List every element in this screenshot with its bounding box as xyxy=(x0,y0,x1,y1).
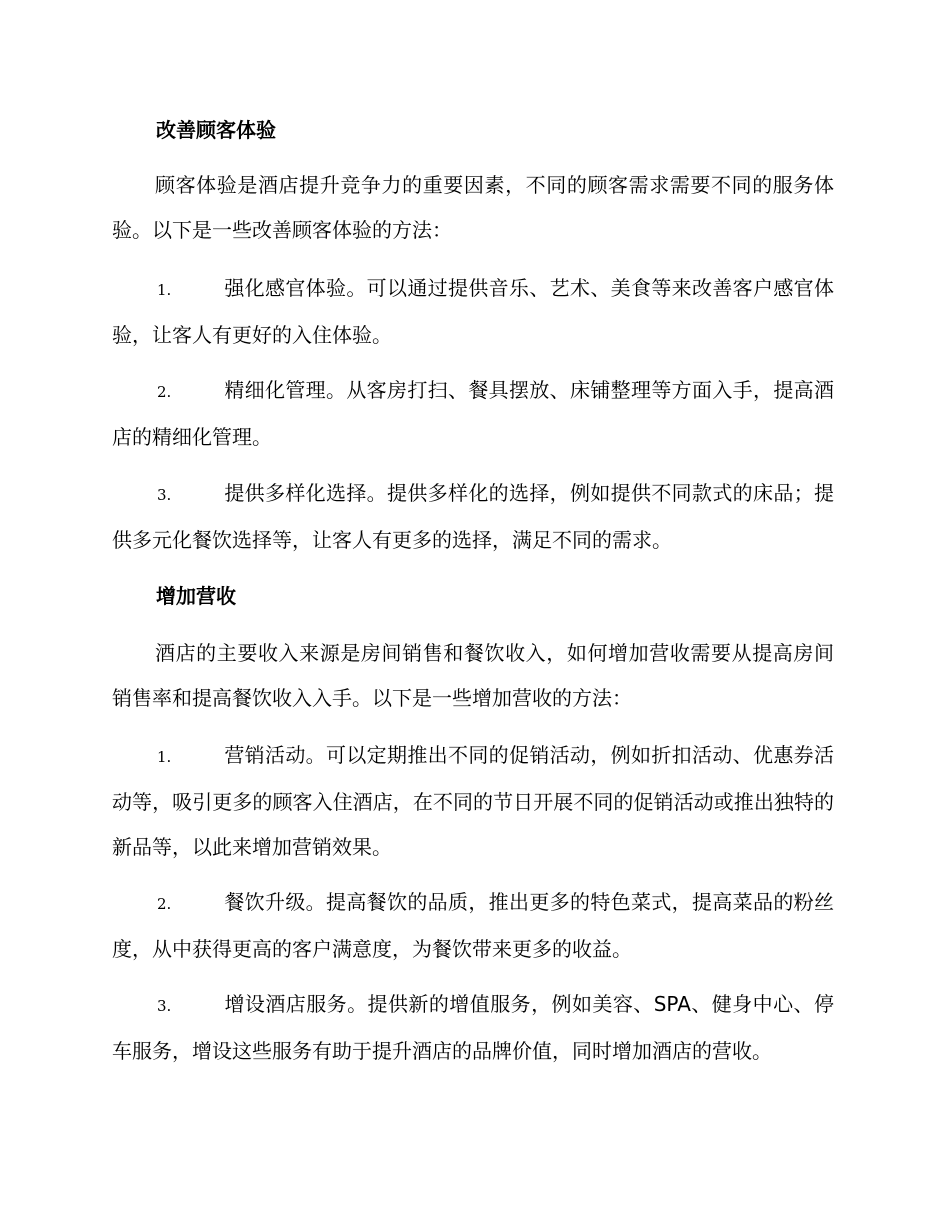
list-item xyxy=(112,982,834,1074)
section-heading-increase-revenue: 增加营收 xyxy=(156,584,236,608)
list-item xyxy=(112,266,834,358)
list-item-number: 2. xyxy=(157,383,172,401)
list-item-text: 餐饮升级。提高餐饮的品质，推出更多的特色菜式，提高菜品的粉丝度，从中获得更高的客户满意度，为餐饮带来更多的收益。 xyxy=(112,890,834,961)
list-item-number: 3. xyxy=(157,486,172,504)
list-item xyxy=(112,880,834,972)
list-item-text: 营销活动。可以定期推出不同的促销活动，例如折扣活动、优惠券活动等，吸引更多的顾客入住酒店，在不同的节日开展不同的促销活动或推出独特的新品等，以此来增加营销效果。 xyxy=(112,743,834,859)
list-item-text: 强化感官体验。可以通过提供音乐、艺术、美食等来改善客户感官体验，让客人有更好的入住体验。 xyxy=(112,276,834,347)
list-item-number: 1. xyxy=(157,748,172,766)
list-item-text: 提供多样化选择。提供多样化的选择，例如提供不同款式的床品；提供多元化餐饮选择等，让客人有更多的选择，满足不同的需求。 xyxy=(112,481,834,552)
section-intro-customer-experience: 顾客体验是酒店提升竞争力的重要因素，不同的顾客需求需要不同的服务体验。以下是一些改善顾客体验的方法： xyxy=(112,173,834,242)
list-item xyxy=(112,733,834,870)
section-intro-increase-revenue: 酒店的主要收入来源是房间销售和餐饮收入，如何增加营收需要从提高房间销售率和提高餐饮收入入手。以下是一些增加营收的方法： xyxy=(112,641,834,710)
list-item-text: 精细化管理。从客房打扫、餐具摆放、床铺整理等方面入手，提高酒店的精细化管理。 xyxy=(112,378,834,449)
list-item-number: 3. xyxy=(157,997,172,1015)
list-item xyxy=(112,471,834,563)
list-item-number: 1. xyxy=(157,281,172,299)
list-item-number: 2. xyxy=(157,895,172,913)
list-item xyxy=(112,368,834,460)
section-heading-customer-experience: 改善顾客体验 xyxy=(156,118,276,142)
list-item-text: 增设酒店服务。提供新的增值服务，例如美容、SPA、健身中心、停车服务，增设这些服务有助于提升酒店的品牌价值，同时增加酒店的营收。 xyxy=(112,992,834,1063)
